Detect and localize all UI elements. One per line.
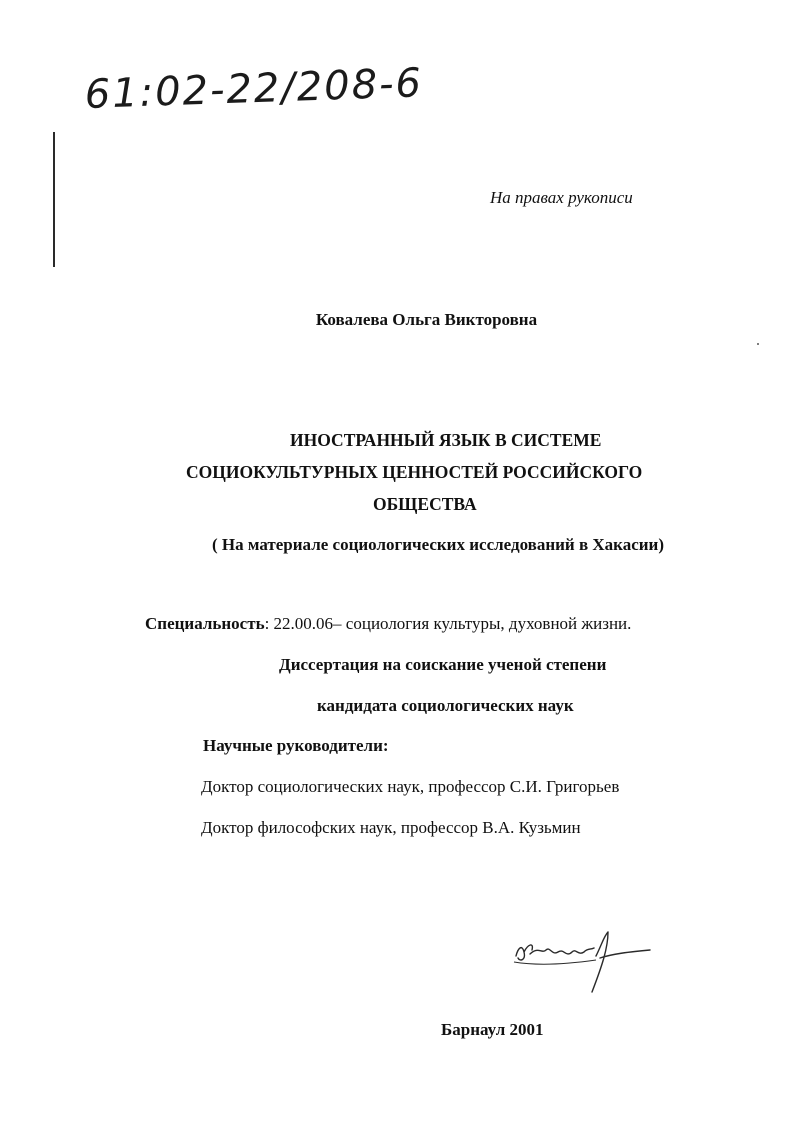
- rights-note: На правах рукописи: [490, 188, 633, 207]
- specialty-label: Специальность: [145, 614, 265, 633]
- supervisors-heading: Научные руководители:: [203, 736, 389, 755]
- dissertation-line-1: Диссертация на соискание ученой степени: [279, 655, 607, 674]
- dissertation-line-2: кандидата социологических наук: [317, 696, 574, 715]
- archive-number: 61:02-22/208-6: [84, 60, 424, 118]
- signature: [508, 926, 658, 996]
- city-year: Барнаул 2001: [441, 1020, 544, 1039]
- specialty: [145, 614, 631, 634]
- margin-line: [53, 132, 55, 267]
- subtitle: ( На материале социологических исследований в Хакасии): [212, 535, 665, 554]
- title-line-1: ИНОСТРАННЫЙ ЯЗЫК В СИСТЕМЕ: [290, 430, 602, 450]
- supervisor-1: Доктор социологических наук, профессор С.И. Григорьев: [201, 777, 620, 796]
- title-line-3: ОБЩЕСТВА: [373, 494, 477, 514]
- specialty-value: : 22.00.06– социология культуры, духовной жизни.: [264, 614, 632, 633]
- scan-speck: [757, 343, 759, 345]
- title-line-2: СОЦИОКУЛЬТУРНЫХ ЦЕННОСТЕЙ РОССИЙСКОГО: [186, 462, 643, 482]
- supervisor-2: Доктор философских наук, профессор В.А. Кузьмин: [201, 818, 581, 837]
- author-name: Ковалева Ольга Викторовна: [315, 310, 538, 329]
